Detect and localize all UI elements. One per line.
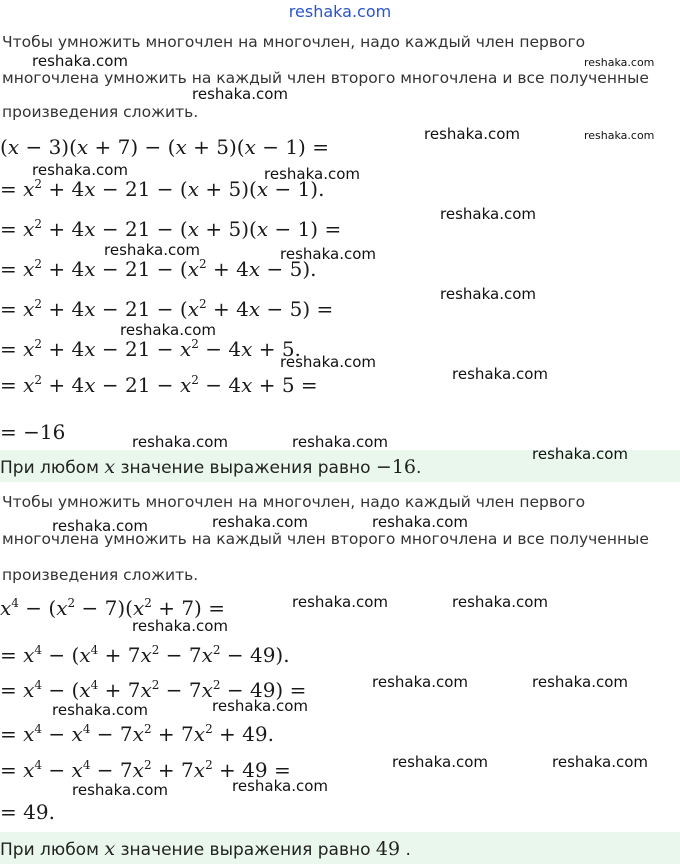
math-step-1: (x − 3)(x + 7) − (x + 5)(x − 1) =: [0, 135, 329, 159]
watermark: reshaka.com: [52, 517, 148, 535]
watermark: reshaka.com: [584, 129, 655, 142]
watermark: reshaka.com: [584, 56, 655, 69]
math-2-step-5: = $x^4 - x^4 - 7x^2 + 7x^2 + 49$ =: [0, 758, 291, 782]
watermark: reshaka.com: [32, 52, 128, 70]
watermark: reshaka.com: [532, 445, 628, 463]
result-2-suffix: .: [400, 840, 411, 860]
math-step-5: = $x^2 + 4x - 21 - (x^2 + 4x - 5)$ =: [0, 297, 334, 321]
watermark: reshaka.com: [532, 673, 628, 691]
watermark: reshaka.com: [440, 205, 536, 223]
intro-2-line-3: произведения сложить.: [2, 566, 199, 584]
result-2-middle: значение выражения равно: [120, 840, 371, 860]
math-step-8: = −16: [0, 420, 66, 444]
intro-line-1: Чтобы умножить многочлен на многочлен, надо каждый член первого: [2, 33, 586, 51]
watermark: reshaka.com: [72, 781, 168, 799]
result-2-prefix: При любом: [0, 840, 99, 860]
watermark: reshaka.com: [372, 513, 468, 531]
math-2-step-1: $x^4 - (x^2 - 7)(x^2 + 7)$ =: [0, 596, 225, 620]
result-2-variable: x: [104, 838, 116, 860]
watermark: reshaka.com: [212, 697, 308, 715]
result-1-prefix: При любом: [0, 458, 99, 478]
result-2-value: 49: [375, 838, 401, 860]
watermark: reshaka.com: [192, 85, 288, 103]
math-2-step-4: = $x^4 - x^4 - 7x^2 + 7x^2 + 49$.: [0, 722, 274, 746]
site-header[interactable]: reshaka.com: [288, 2, 392, 21]
watermark: reshaka.com: [280, 353, 376, 371]
watermark: reshaka.com: [292, 433, 388, 451]
math-step-2: = $x^2 + 4x - 21 - (x + 5)(x - 1)$.: [0, 177, 325, 201]
math-step-4: = $x^2 + 4x - 21 - (x^2 + 4x - 5)$.: [0, 257, 317, 281]
watermark: reshaka.com: [212, 513, 308, 531]
watermark: reshaka.com: [232, 777, 328, 795]
result-1-middle: значение выражения равно: [120, 458, 371, 478]
watermark: reshaka.com: [132, 433, 228, 451]
math-2-step-2: = $x^4 - (x^4 + 7x^2 - 7x^2 - 49)$.: [0, 643, 290, 667]
intro-2-line-2: многочлена умножить на каждый член второго многочлена и все полученные: [2, 530, 649, 548]
watermark: reshaka.com: [264, 165, 360, 183]
watermark: reshaka.com: [104, 241, 200, 259]
math-2-step-6: = 49.: [0, 800, 55, 824]
watermark: reshaka.com: [280, 245, 376, 263]
result-1-variable: x: [104, 456, 116, 478]
intro-2-line-1: Чтобы умножить многочлен на многочлен, надо каждый член первого: [2, 493, 586, 511]
watermark: reshaka.com: [120, 321, 216, 339]
watermark: reshaka.com: [52, 701, 148, 719]
watermark: reshaka.com: [292, 593, 388, 611]
result-1-suffix: .: [416, 458, 422, 478]
intro-line-3: произведения сложить.: [2, 103, 199, 121]
intro-line-2: многочлена умножить на каждый член второго многочлена и все полученные: [2, 69, 649, 87]
watermark: reshaka.com: [392, 753, 488, 771]
watermark: reshaka.com: [452, 365, 548, 383]
watermark: reshaka.com: [452, 593, 548, 611]
math-step-3: = $x^2 + 4x - 21 - (x + 5)(x - 1)$ =: [0, 217, 342, 241]
result-2: [0, 832, 680, 864]
math-step-6: = $x^2 + 4x - 21 - x^2 - 4x + 5$.: [0, 337, 301, 361]
result-1-value: −16: [375, 456, 417, 478]
watermark: reshaka.com: [440, 285, 536, 303]
watermark: reshaka.com: [372, 673, 468, 691]
watermark: reshaka.com: [552, 753, 648, 771]
math-2-step-3: = $x^4 - (x^4 + 7x^2 - 7x^2 - 49)$ =: [0, 678, 307, 702]
math-step-7: = $x^2 + 4x - 21 - x^2 - 4x + 5$ =: [0, 373, 318, 397]
watermark: reshaka.com: [132, 617, 228, 635]
watermark: reshaka.com: [32, 161, 128, 179]
watermark: reshaka.com: [424, 125, 520, 143]
